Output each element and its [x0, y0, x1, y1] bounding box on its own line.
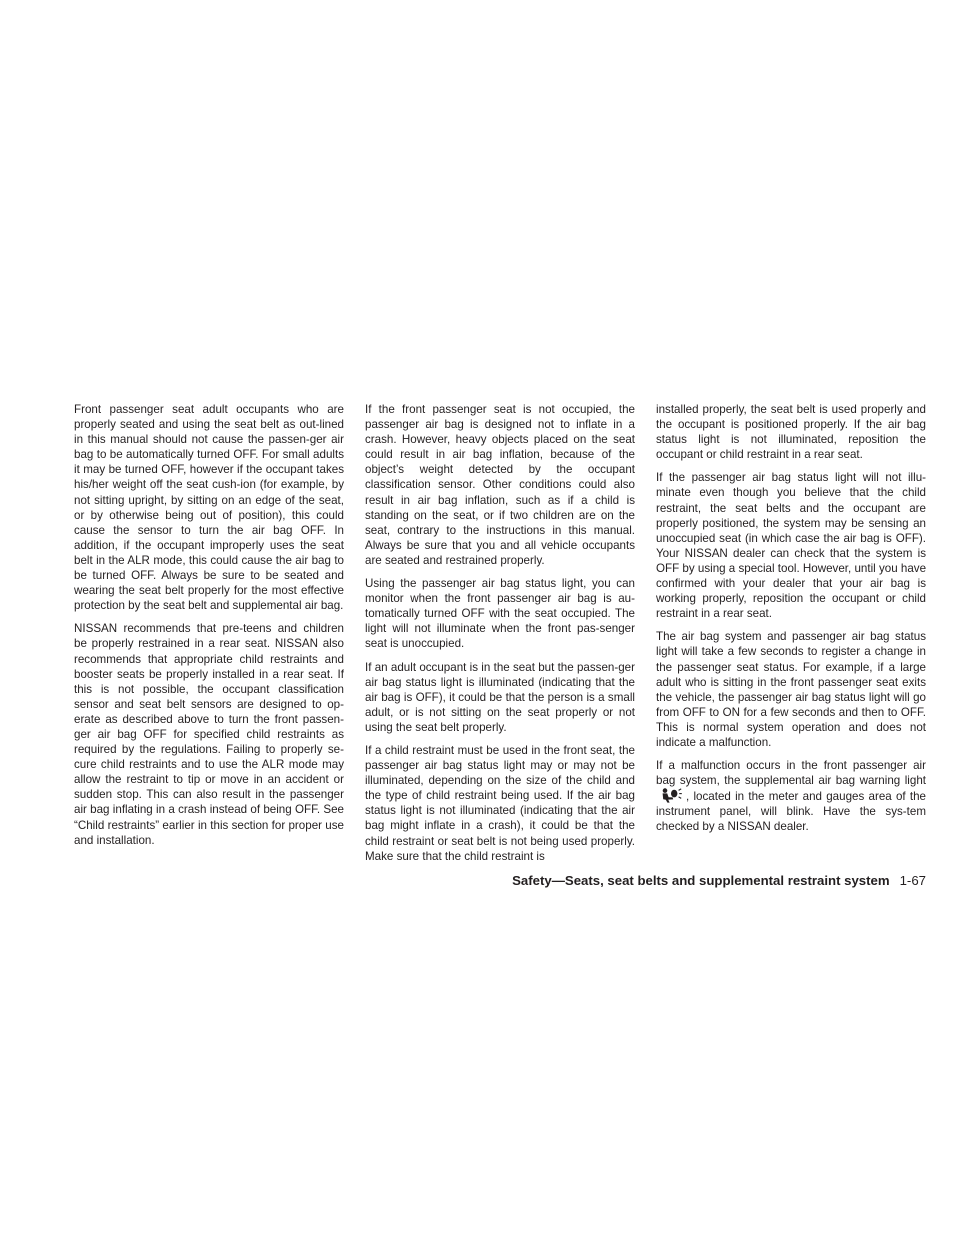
- paragraph: Front passenger seat adult occupants who are properly seated and using the seat belt as out-lined in this manual should not cause the passen-ger air bag to be automatically turned OFF. For small adults it may be turned OFF, however if the occupant takes his/her weight off the seat cush-ion (for example, by not sitting upright, by sitting on an edge of the seat, or by otherwise being out of position), this could cause the sensor to turn the air bag OFF. In addition, if the occupant improperly uses the seat belt in the ALR mode, this could cause the air bag to be turned OFF. Always be sure to be seated and wearing the seat belt properly for the most effective protection by the seat belt and supplemental air bag.: [74, 403, 344, 613]
- paragraph-text-before-icon: If a malfunction occurs in the front passenger air bag system, the supplemental air bag warning light: [656, 759, 926, 788]
- text-column-1: [74, 402, 344, 856]
- page-number: 1-67: [899, 873, 926, 888]
- paragraph: Using the passenger air bag status light, you can monitor when the front passenger air bag is au-tomatically turned OFF with the seat occupied. The light will not illuminate when the front pas-senger seat is unoccupied.: [365, 577, 635, 651]
- text-column-2: [365, 402, 635, 872]
- paragraph-with-icon: [656, 758, 926, 834]
- paragraph: If the passenger air bag status light will not illu-minate even though you believe that the child restraint, the seat belts and the occupant are properly positioned, the system may be sensing an unoccupied seat (in which case the air bag is OFF). Your NISSAN dealer can check that the system is OFF by using a special tool. However, until you have confirmed with your dealer that your air bag is working properly, reposition the occupant or child restraint in a rear seat.: [656, 471, 927, 621]
- paragraph: The air bag system and passenger air bag status light will take a few seconds to register a change in the passenger seat status. For example, if a large adult who is sitting in the front passenger seat exits the vehicle, the passenger air bag status light will go from OFF to ON for a few seconds and then to OFF. This is normal system operation and does not indicate a malfunction.: [656, 630, 926, 749]
- airbag-warning-icon: [660, 788, 682, 803]
- paragraph: If an adult occupant is in the seat but the passen-ger air bag status light is illuminated (indicating that the air bag is OFF), it could be that the person is a small adult, or is not sitting on the seat properly or not using the seat belt properly.: [365, 660, 635, 734]
- paragraph: If a child restraint must be used in the front seat, the passenger air bag status light may or may not be illuminated, depending on the size of the child and the type of child restraint being used. If the air bag status light is not illuminated (indicating that the air bag might inflate in a crash), it could be that the child restraint or seat belt is not being used properly. Make sure that the child restraint is: [365, 743, 635, 863]
- paragraph: NISSAN recommends that pre-teens and children be properly restrained in a rear seat. NISSAN also recommends that appropriate child restraints and booster seats be properly installed in a rear seat. If this is not possible, the occupant classification sensor and seat belt sensors are designed to op-erate as described above to turn the front passen-ger air bag OFF for specified child restraints as required by the regulations. Failing to properly se-cure child restraints and to use the ALR mode may allow the restraint to tip or move in an accident or sudden stop. This can also result in the passenger air bag inflating in a crash instead of being OFF. See “Child restraints” earlier in this section for proper use and installation.: [74, 622, 344, 847]
- paragraph: If the front passenger seat is not occupied, the passenger air bag is designed not to inflate in a crash. However, heavy objects placed on the seat could result in air bag inflation, because of the object’s weight detected by the occupant classification sensor. Other conditions could also result in air bag inflation, such as if a child is standing on the seat, or if two children are on the seat, contrary to the instructions in this manual. Always be sure that you and all vehicle occupants are seated and restrained properly.: [365, 403, 635, 567]
- paragraph-text-after-icon: , located in the meter and gauges area of the instrument panel, will blink. Have the sys-tem checked by a NISSAN dealer.: [656, 790, 926, 834]
- page-footer: [512, 873, 926, 889]
- section-title: Safety—Seats, seat belts and supplemental restraint system: [512, 873, 890, 888]
- paragraph: installed properly, the seat belt is used properly and the occupant is positioned properly. If the air bag status light is not illuminated, reposition the occupant or child restraint in a rear seat.: [656, 403, 926, 462]
- text-column-3: [656, 402, 926, 843]
